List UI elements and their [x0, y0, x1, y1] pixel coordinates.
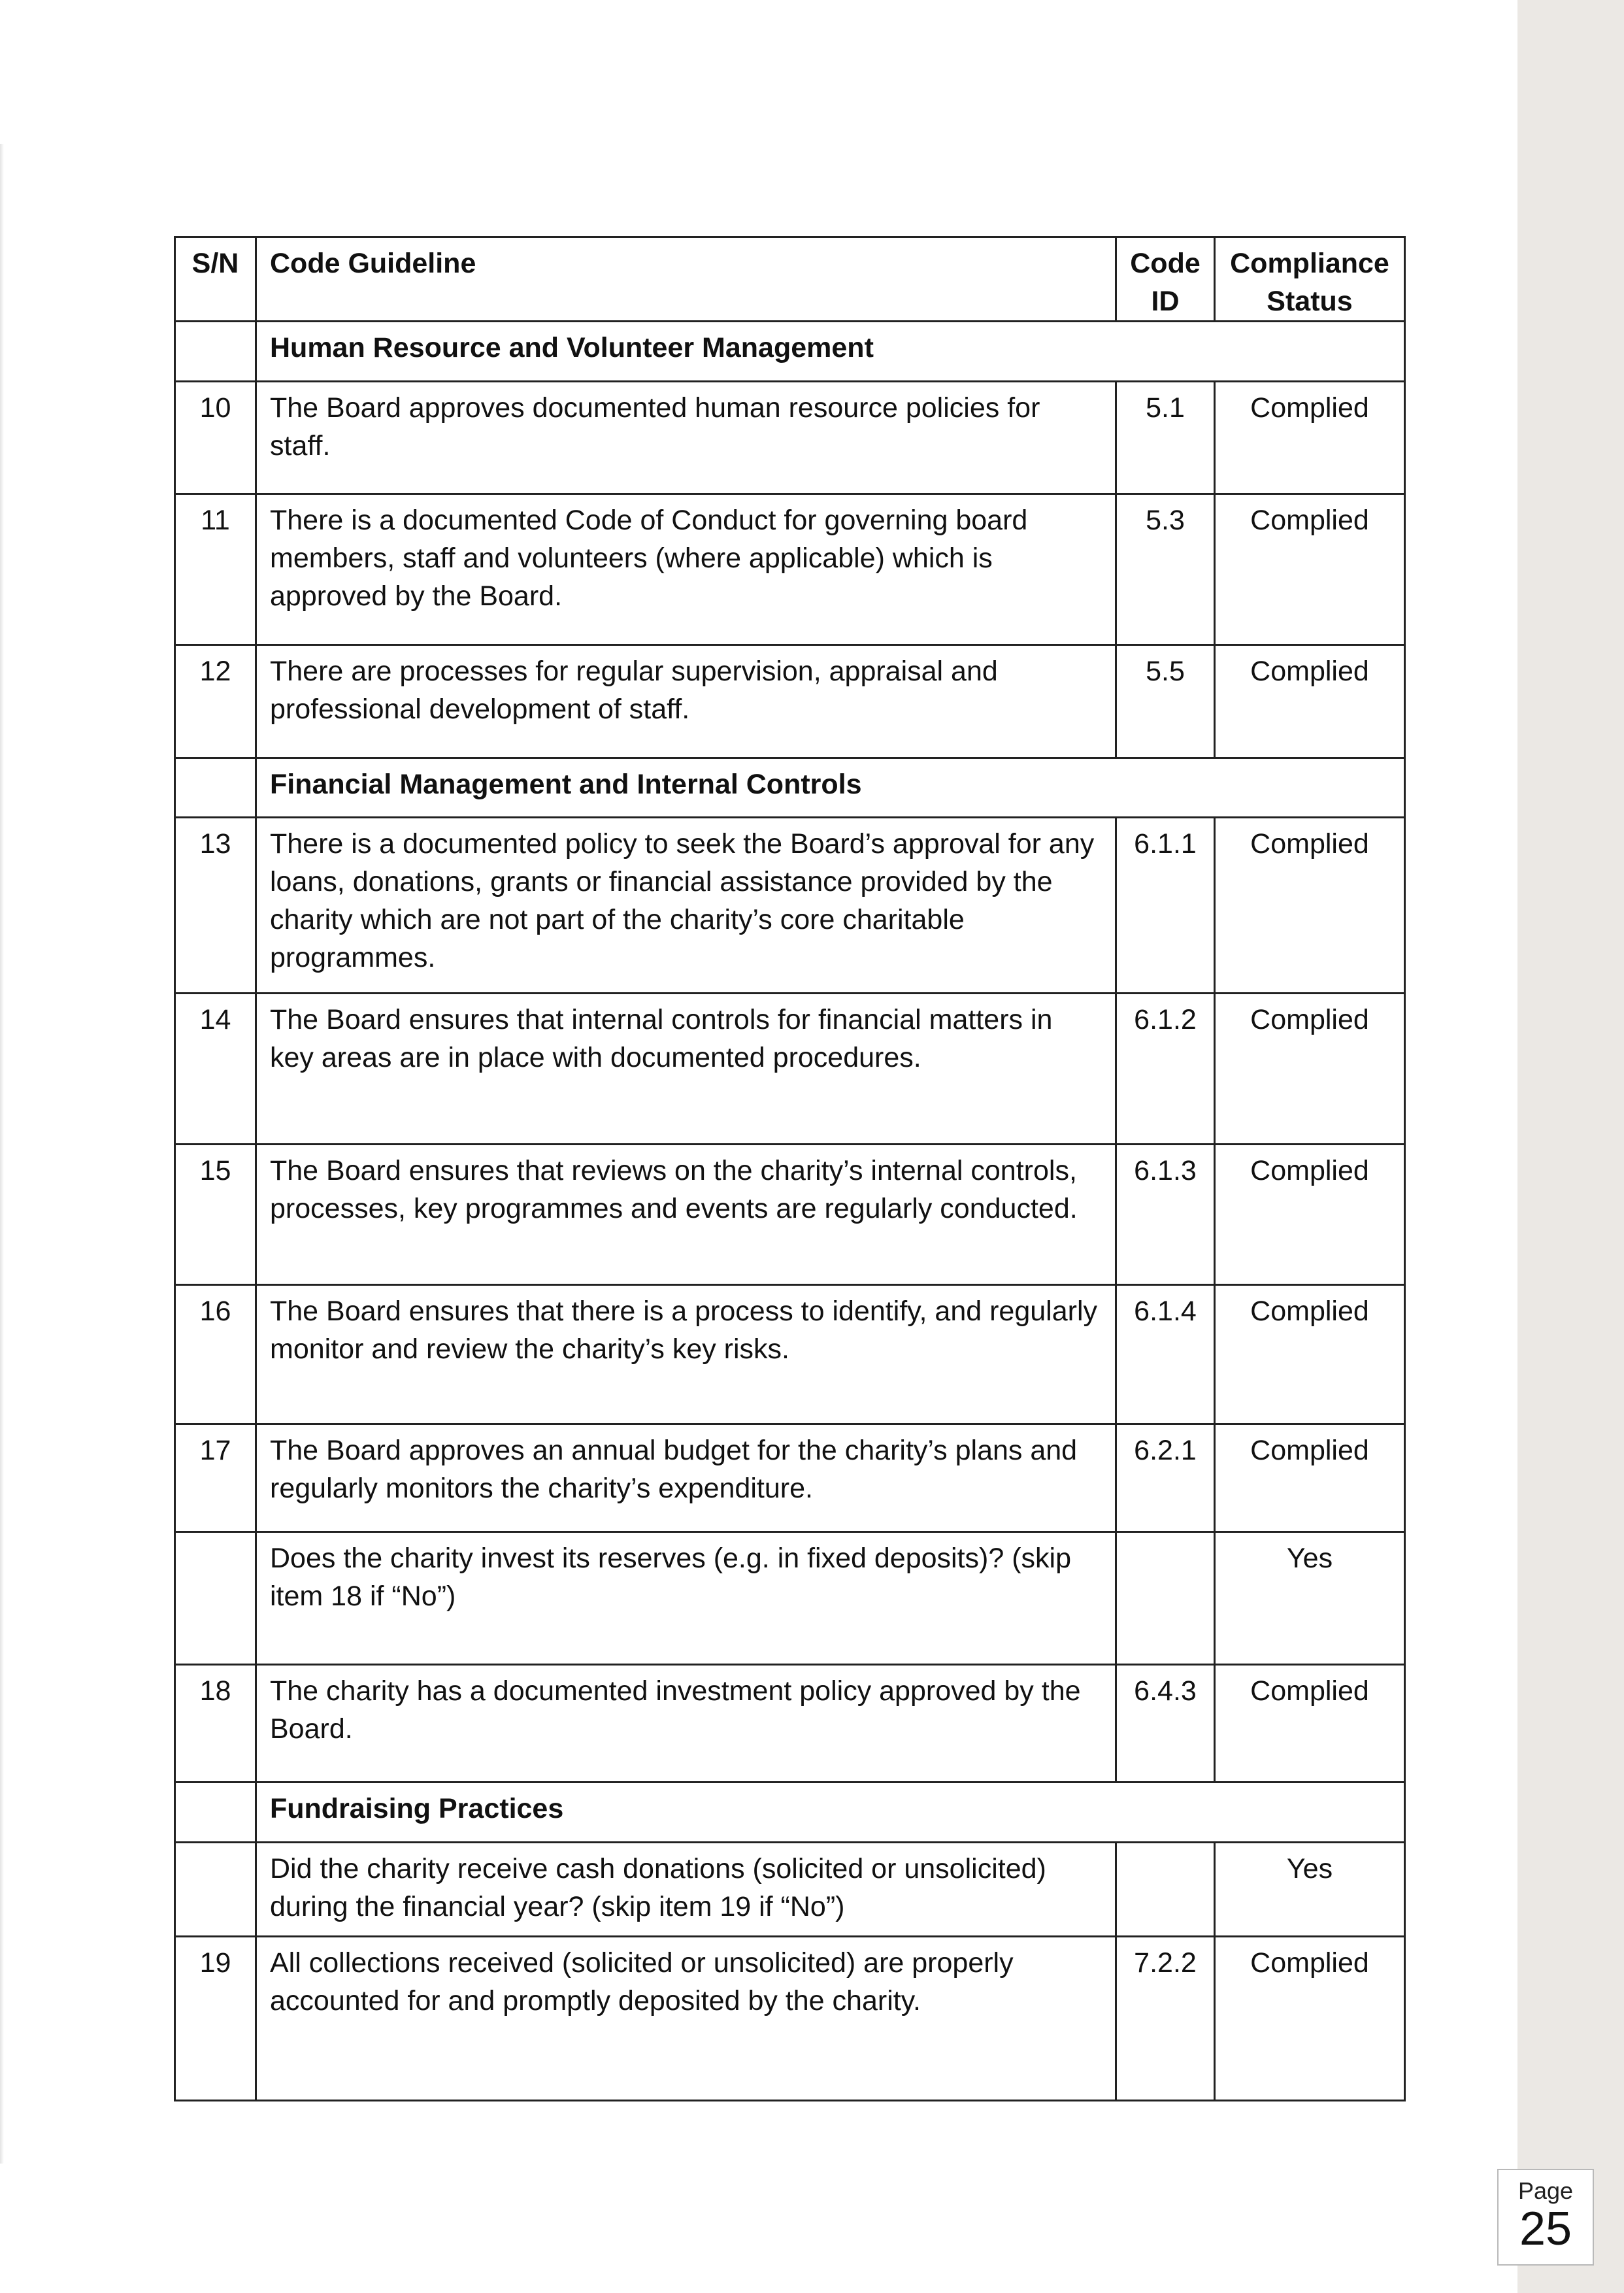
- page-number-box: [1497, 2169, 1594, 2266]
- compliance-table: [174, 236, 1406, 2101]
- sn-cell: 13: [175, 818, 256, 994]
- status-cell: Complied: [1215, 818, 1405, 994]
- status-cell: Complied: [1215, 1937, 1405, 2101]
- table-row: [175, 382, 1405, 494]
- table-row: [175, 1285, 1405, 1424]
- code-id-cell: [1116, 1843, 1215, 1937]
- header-code-id: Code ID: [1116, 237, 1215, 322]
- section-title-cell: [256, 1783, 1405, 1843]
- header-compliance-status: Compliance Status: [1215, 237, 1405, 322]
- guideline-cell: All collections received (solicited or unsolicited) are properly accounted for and promptly deposited by the charity.: [256, 1937, 1116, 2101]
- table-row: [175, 1665, 1405, 1783]
- page-number: 25: [1519, 2203, 1572, 2255]
- section-title: Human Resource and Volunteer Management: [270, 332, 874, 363]
- code-id-cell: 6.1.1: [1116, 818, 1215, 994]
- status-cell: Complied: [1215, 1665, 1405, 1783]
- sn-cell: 17: [175, 1424, 256, 1532]
- guideline-cell: The Board ensures that reviews on the charity’s internal controls, processes, key programmes and events are regularly conducted.: [256, 1145, 1116, 1285]
- code-id-cell: 5.1: [1116, 382, 1215, 494]
- page-label: Page: [1517, 2177, 1574, 2204]
- section-row: [175, 758, 1405, 818]
- table-row: [175, 818, 1405, 994]
- section-row: [175, 1783, 1405, 1843]
- status-cell: Complied: [1215, 994, 1405, 1145]
- status-cell: Yes: [1215, 1532, 1405, 1665]
- status-cell: Complied: [1215, 382, 1405, 494]
- code-id-cell: [1116, 1532, 1215, 1665]
- status-cell: Complied: [1215, 1285, 1405, 1424]
- section-row: [175, 322, 1405, 382]
- sn-cell: 14: [175, 994, 256, 1145]
- code-id-cell: 6.1.3: [1116, 1145, 1215, 1285]
- guideline-cell: There are processes for regular supervision, appraisal and professional development of staff.: [256, 645, 1116, 758]
- guideline-cell: Does the charity invest its reserves (e.g. in fixed deposits)? (skip item 18 if “No”): [256, 1532, 1116, 1665]
- table-row: [175, 1424, 1405, 1532]
- code-id-cell: 6.4.3: [1116, 1665, 1215, 1783]
- section-title: Financial Management and Internal Controls: [270, 769, 862, 800]
- guideline-cell: The Board approves an annual budget for the charity’s plans and regularly monitors the charity’s expenditure.: [256, 1424, 1116, 1532]
- code-id-cell: 6.1.4: [1116, 1285, 1215, 1424]
- sn-cell: 15: [175, 1145, 256, 1285]
- sn-cell: [175, 1843, 256, 1937]
- section-title-cell: [256, 758, 1405, 818]
- section-sn-cell: [175, 322, 256, 382]
- page-edge-shadow: [0, 144, 4, 2164]
- guideline-cell: The Board approves documented human resource policies for staff.: [256, 382, 1116, 494]
- sn-cell: 12: [175, 645, 256, 758]
- section-title-cell: [256, 322, 1405, 382]
- table-row: [175, 1532, 1405, 1665]
- sn-cell: 19: [175, 1937, 256, 2101]
- guideline-cell: There is a documented policy to seek the Board’s approval for any loans, donations, grants or financial assistance provided by the charity which are not part of the charity’s core charitable programmes.: [256, 818, 1116, 994]
- header-code-guideline: Code Guideline: [256, 237, 1116, 322]
- section-sn-cell: [175, 1783, 256, 1843]
- table-row: [175, 1937, 1405, 2101]
- table-row: [175, 1843, 1405, 1937]
- section-sn-cell: [175, 758, 256, 818]
- table-row: [175, 1145, 1405, 1285]
- section-title: Fundraising Practices: [270, 1793, 564, 1824]
- code-id-cell: 5.5: [1116, 645, 1215, 758]
- sn-cell: 16: [175, 1285, 256, 1424]
- guideline-cell: Did the charity receive cash donations (solicited or unsolicited) during the financial year? (skip item 19 if “No”): [256, 1843, 1116, 1937]
- guideline-cell: The Board ensures that there is a process to identify, and regularly monitor and review the charity’s key risks.: [256, 1285, 1116, 1424]
- guideline-cell: There is a documented Code of Conduct for governing board members, staff and volunteers (where applicable) which is approved by the Board.: [256, 494, 1116, 645]
- code-id-cell: 5.3: [1116, 494, 1215, 645]
- sn-cell: 18: [175, 1665, 256, 1783]
- status-cell: Complied: [1215, 494, 1405, 645]
- code-id-cell: 7.2.2: [1116, 1937, 1215, 2101]
- header-sn: S/N: [175, 237, 256, 322]
- status-cell: Complied: [1215, 1145, 1405, 1285]
- guideline-cell: The charity has a documented investment policy approved by the Board.: [256, 1665, 1116, 1783]
- sn-cell: [175, 1532, 256, 1665]
- table-header-row: [175, 237, 1405, 322]
- guideline-cell: The Board ensures that internal controls for financial matters in key areas are in place with documented procedures.: [256, 994, 1116, 1145]
- table-body: [175, 322, 1405, 2101]
- code-id-cell: 6.1.2: [1116, 994, 1215, 1145]
- status-cell: Yes: [1215, 1843, 1405, 1937]
- table-row: [175, 994, 1405, 1145]
- page-margin-strip: [1517, 0, 1624, 2293]
- code-id-cell: 6.2.1: [1116, 1424, 1215, 1532]
- table-row: [175, 494, 1405, 645]
- table-row: [175, 645, 1405, 758]
- sn-cell: 10: [175, 382, 256, 494]
- status-cell: Complied: [1215, 645, 1405, 758]
- status-cell: Complied: [1215, 1424, 1405, 1532]
- sn-cell: 11: [175, 494, 256, 645]
